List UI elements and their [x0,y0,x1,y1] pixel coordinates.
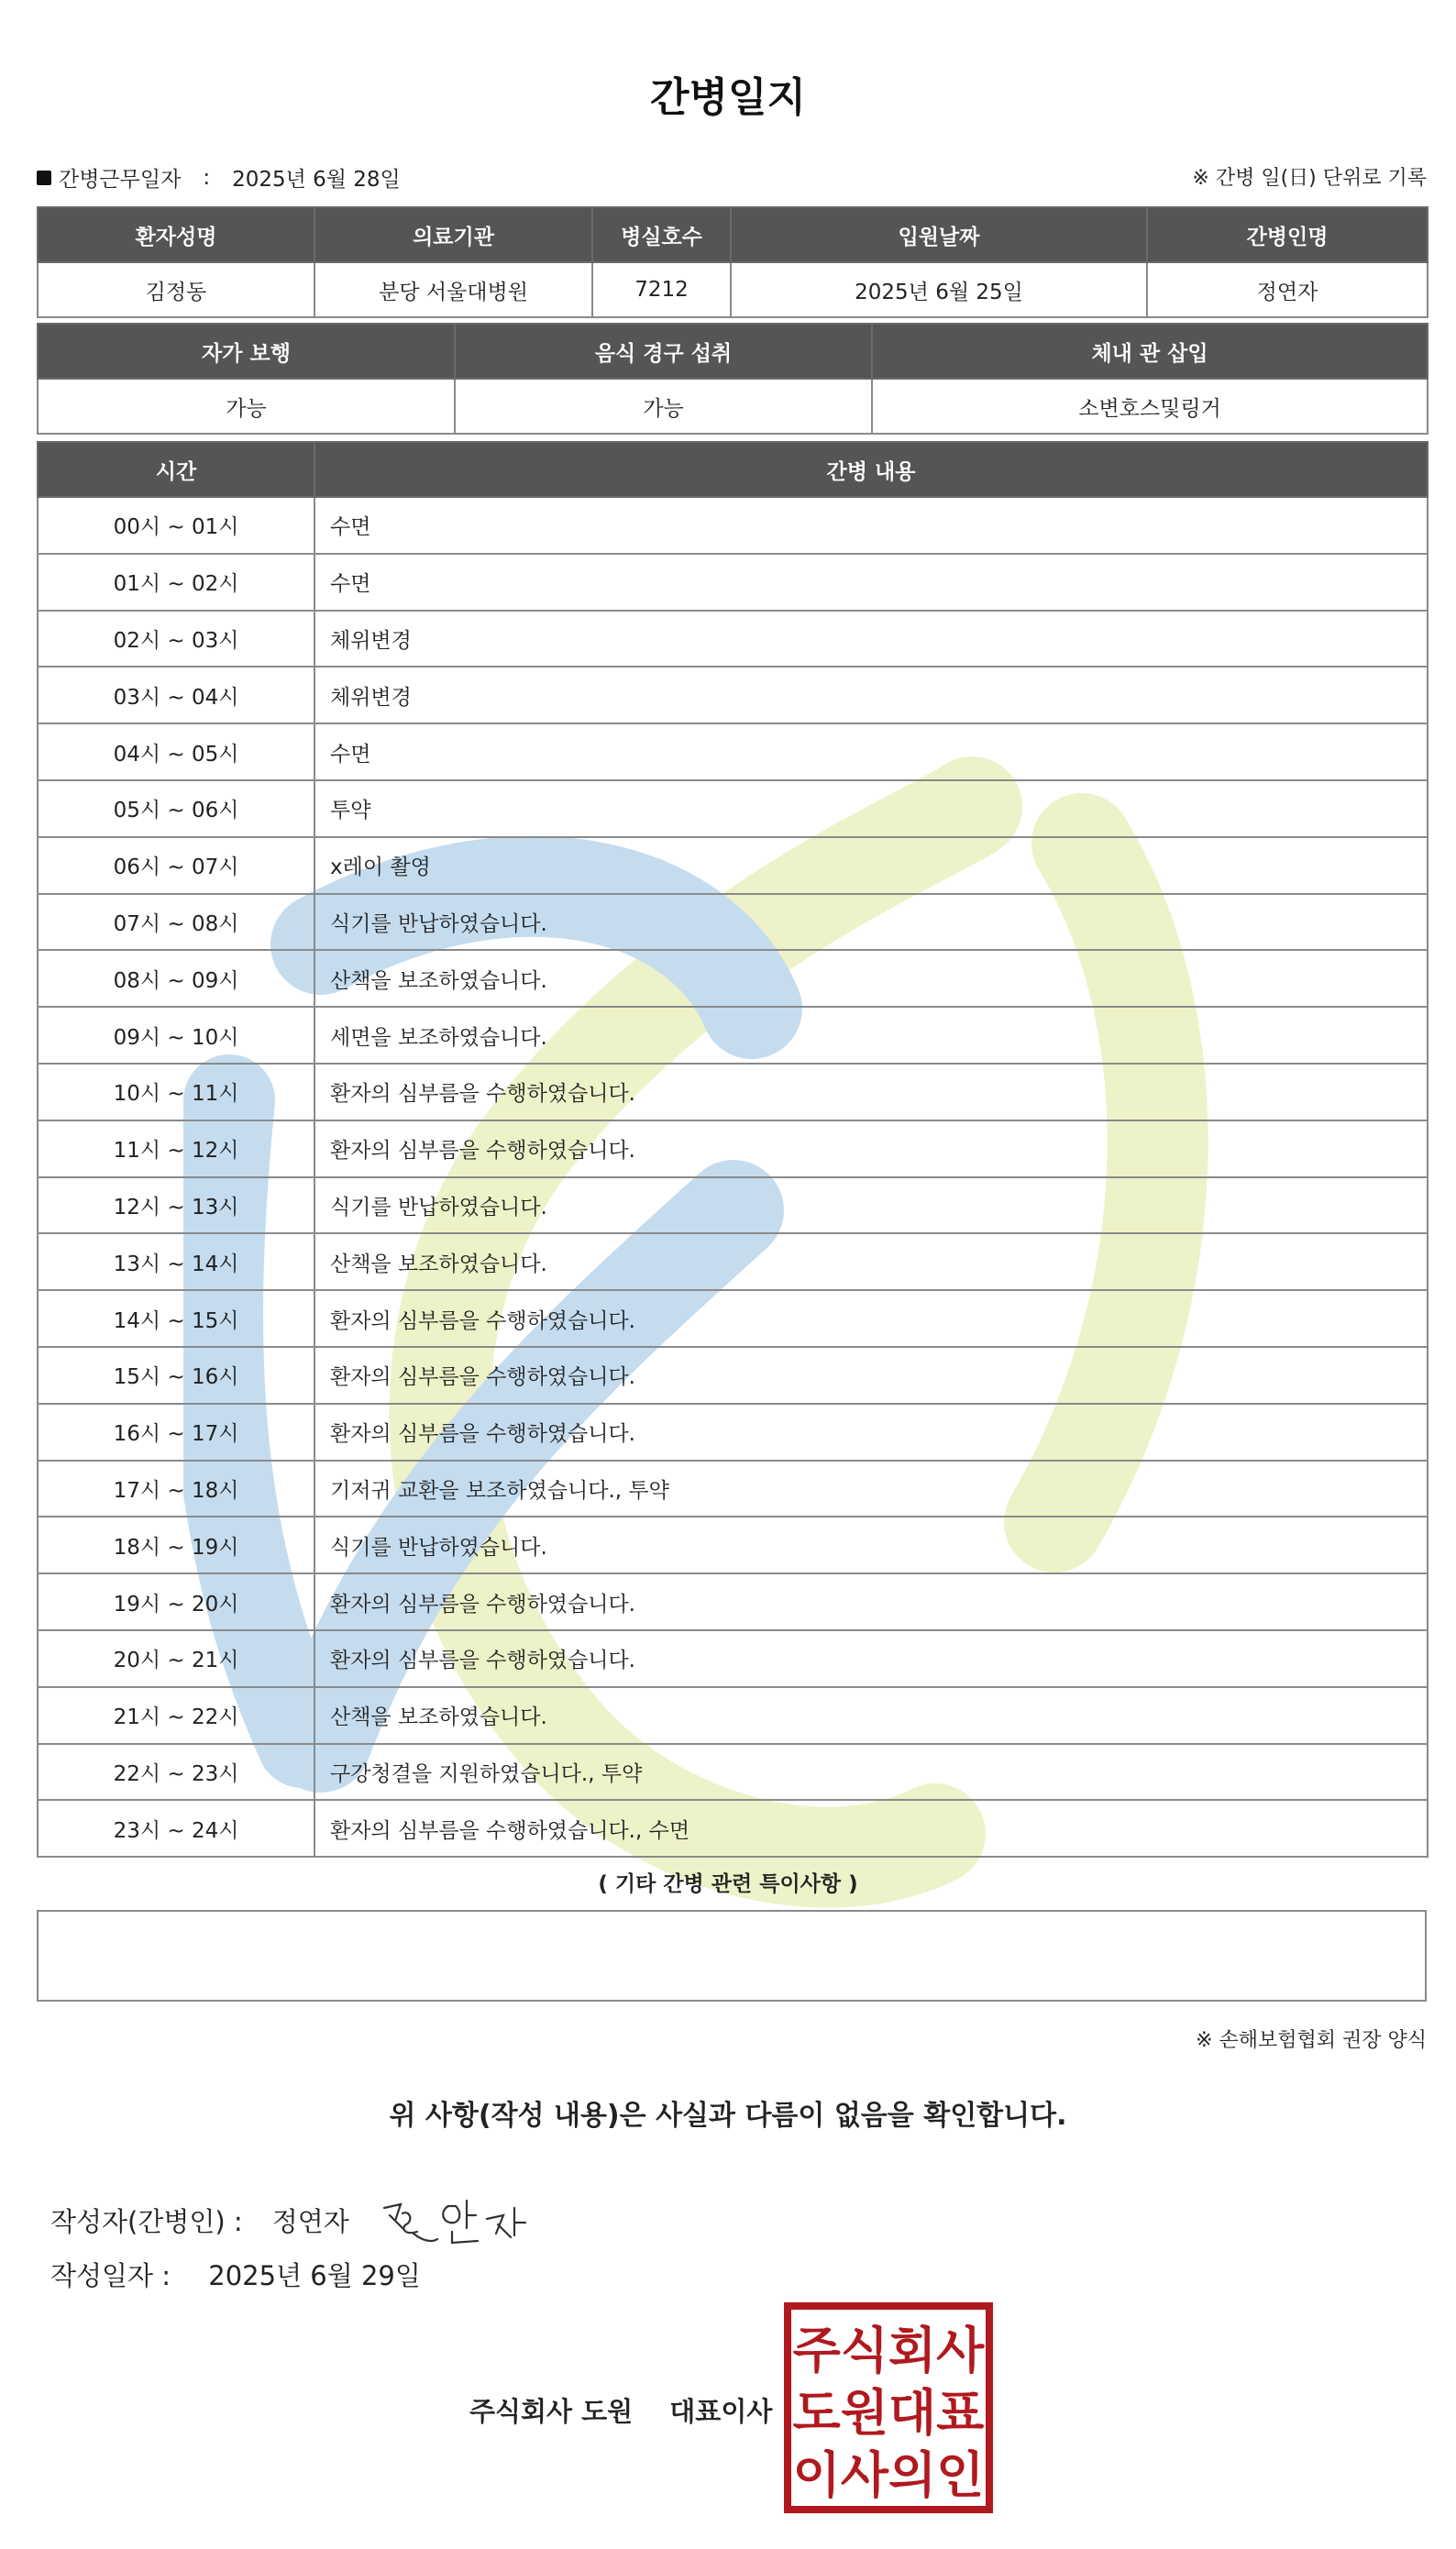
work-date-label: 간병근무일자 [59,168,182,192]
care-log-content: 구강청결을 지원하였습니다., 투약 [314,1744,1428,1801]
header-time: 시간 [38,442,314,497]
page-title: 간병일지 [649,74,806,121]
care-log-time: 23시 ~ 24시 [38,1800,314,1857]
care-log-time: 20시 ~ 21시 [38,1630,314,1687]
form-source-note: ※ 손해보험협회 권장 양식 [1196,2029,1427,2052]
care-log-row [38,1290,1428,1347]
care-log-body [38,497,1428,1857]
care-log-row [38,1404,1428,1461]
header-hospital: 의료기관 [314,207,592,262]
written-date-label: 작성일자 : [50,2260,171,2291]
care-log-content: x레이 촬영 [314,837,1428,894]
care-log-time: 01시 ~ 02시 [38,554,314,611]
care-log-row [38,1120,1428,1177]
care-log-content: 환자의 심부름을 수행하였습니다. [314,1064,1428,1120]
care-log-row [38,894,1428,951]
care-log-time: 03시 ~ 04시 [38,667,314,723]
care-log-content: 수면 [314,554,1428,611]
care-log-row [38,1630,1428,1687]
care-log-row [38,1233,1428,1290]
patient-info-table [37,206,1428,318]
company-seal-stamp [783,2301,994,2514]
care-log-time: 12시 ~ 13시 [38,1177,314,1234]
care-log-content: 환자의 심부름을 수행하였습니다. [314,1290,1428,1347]
care-log-time: 14시 ~ 15시 [38,1290,314,1347]
caregiver-name: 정연자 [1147,262,1428,317]
care-log-time: 09시 ~ 10시 [38,1007,314,1064]
care-log-content: 산책을 보조하였습니다. [314,950,1428,1007]
tube-insertion-value: 소변호스및링거 [872,379,1428,434]
writer-label: 작성자(간병인) : [50,2205,243,2237]
care-log-time: 10시 ~ 11시 [38,1064,314,1120]
writer-name: 정연자 [271,2205,349,2237]
square-bullet-icon [37,171,51,185]
care-log-row [38,497,1428,554]
remarks-box [37,1910,1427,2002]
remarks-title: ( 기타 간병 관련 특이사항 ) [598,1872,858,1896]
company-line [469,2391,772,2429]
care-log-time: 06시 ~ 07시 [38,837,314,894]
oral-intake-value: 가능 [455,379,872,434]
confirmation-statement: 위 사항(작성 내용)은 사실과 다름이 없음을 확인합니다. [389,2100,1067,2132]
seal-text-line: 주식회사 [792,2322,985,2379]
care-log-row [38,1687,1428,1744]
care-log-row [38,1800,1428,1857]
care-log-content: 세면을 보조하였습니다. [314,1007,1428,1064]
care-log-row [38,1177,1428,1234]
care-log-content: 산책을 보조하였습니다. [314,1687,1428,1744]
header-oral-intake: 음식 경구 섭취 [455,324,872,379]
care-log-time: 17시 ~ 18시 [38,1461,314,1517]
care-log-time: 04시 ~ 05시 [38,723,314,780]
care-log-content: 식기를 반납하였습니다. [314,1177,1428,1234]
care-log-row [38,554,1428,611]
care-log-content: 체위변경 [314,667,1428,723]
patient-status-header [38,324,1428,379]
handwritten-signature [377,2188,542,2252]
care-log-time: 05시 ~ 06시 [38,780,314,837]
care-log-row [38,723,1428,780]
hospital-name: 분당 서울대병원 [314,262,592,317]
work-date-value: 2025년 6월 28일 [232,168,401,192]
care-log-time: 15시 ~ 16시 [38,1347,314,1404]
care-log-row [38,667,1428,723]
care-log-time: 16시 ~ 17시 [38,1404,314,1461]
header-room: 병실호수 [592,207,731,262]
care-log-content: 수면 [314,723,1428,780]
written-date-row [50,2256,421,2293]
company-name: 주식회사 도원 [469,2396,634,2427]
care-log-content: 식기를 반납하였습니다. [314,1517,1428,1573]
header-self-walking: 자가 보행 [38,324,455,379]
seal-text-line: 이사의인 [792,2446,985,2504]
record-unit-note: ※ 간병 일(日) 단위로 기록 [1192,167,1427,190]
writer-row [50,2188,542,2252]
representative-title: 대표이사 [669,2396,773,2427]
care-log-time: 02시 ~ 03시 [38,611,314,668]
header-care-content: 간병 내용 [314,442,1428,497]
self-walking-value: 가능 [38,379,455,434]
care-log-time: 11시 ~ 12시 [38,1120,314,1177]
care-log-time: 19시 ~ 20시 [38,1573,314,1630]
care-log-time: 00시 ~ 01시 [38,497,314,554]
care-log-content: 투약 [314,780,1428,837]
care-log-row [38,1064,1428,1120]
care-log-content: 산책을 보조하였습니다. [314,1233,1428,1290]
care-log-content: 기저귀 교환을 보조하였습니다., 투약 [314,1461,1428,1517]
care-log-content: 수면 [314,497,1428,554]
patient-status-values [38,379,1428,434]
patient-info-header [38,207,1428,262]
care-log-time: 22시 ~ 23시 [38,1744,314,1801]
care-log-table [37,441,1428,1858]
care-log-content: 식기를 반납하였습니다. [314,894,1428,951]
patient-info-values [38,262,1428,317]
care-log-row [38,1517,1428,1573]
care-log-row [38,611,1428,668]
header-tube-insertion: 체내 관 삽입 [872,324,1428,379]
care-log-content: 환자의 심부름을 수행하였습니다. [314,1120,1428,1177]
header-admission-date: 입원날짜 [731,207,1147,262]
care-log-row [38,780,1428,837]
header-caregiver-name: 간병인명 [1147,207,1428,262]
care-log-time: 13시 ~ 14시 [38,1233,314,1290]
admission-date: 2025년 6월 25일 [731,262,1147,317]
care-log-row [38,950,1428,1007]
patient-name: 김정동 [38,262,314,317]
patient-status-table [37,323,1428,435]
care-log-time: 08시 ~ 09시 [38,950,314,1007]
care-log-content: 환자의 심부름을 수행하였습니다. [314,1347,1428,1404]
work-date-separator: : [203,165,211,190]
care-log-header [38,442,1428,497]
care-log-content: 환자의 심부름을 수행하였습니다. [314,1630,1428,1687]
care-log-content: 환자의 심부름을 수행하였습니다. [314,1573,1428,1630]
care-log-row [38,1573,1428,1630]
written-date-value: 2025년 6월 29일 [208,2260,421,2291]
care-log-time: 18시 ~ 19시 [38,1517,314,1573]
care-log-row [38,837,1428,894]
seal-text-line: 도원대표 [792,2384,985,2442]
header-patient-name: 환자성명 [38,207,314,262]
care-log-row [38,1347,1428,1404]
care-log-time: 07시 ~ 08시 [38,894,314,951]
care-log-content: 환자의 심부름을 수행하였습니다., 수면 [314,1800,1428,1857]
care-log-time: 21시 ~ 22시 [38,1687,314,1744]
care-log-row [38,1461,1428,1517]
care-log-row [38,1744,1428,1801]
care-log-content: 환자의 심부름을 수행하였습니다. [314,1404,1428,1461]
care-log-row [38,1007,1428,1064]
room-number: 7212 [592,262,731,317]
work-date-row [37,162,401,193]
care-log-content: 체위변경 [314,611,1428,668]
